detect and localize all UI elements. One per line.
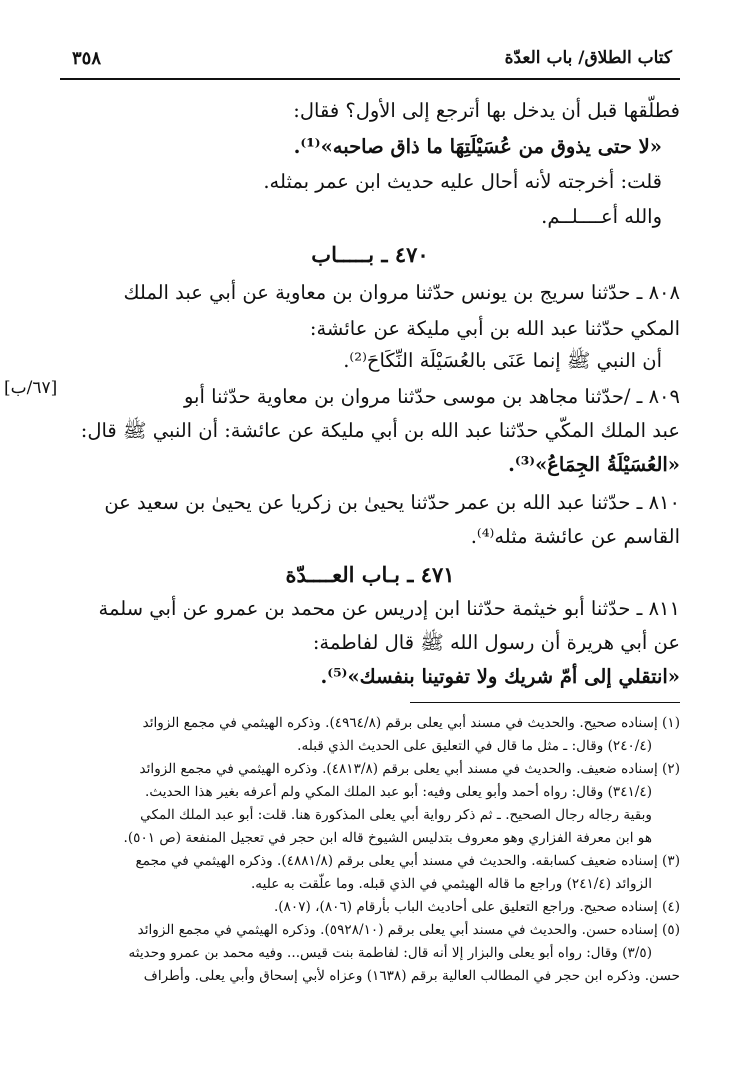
page-number: ٣٥٨	[72, 48, 102, 69]
chapter-heading-471: ٤٧١ ـ بـاب العــــدّة	[285, 562, 455, 587]
manuscript-folio-marker: [٦٧/ب]	[4, 378, 58, 398]
hadith-quote-line: «لا حتى يذوق من عُسَيْلَتِهَا ما ذاق صاحبه»⁽¹⁾.	[293, 135, 662, 158]
chapter-heading-470: ٤٧٠ ـ بـــــاب	[311, 242, 429, 267]
footnote-2: (٢) إسناده ضعيف. والحديث في مسند أبي يعلى برقم (٤٨١٣/٨). وذكره الهيثمي في مجمع الزوائد	[139, 761, 680, 777]
footnote-2-cont: (٣٤١/٤) وقال: رواه أحمد وأبو يعلى وفيه: أبو عبد الملك المكي ولم أعرفه بغير هذا الحديث.	[145, 784, 652, 800]
hadith-808-line: ٨٠٨ ـ حدّثنا سريج بن يونس حدّثنا مروان بن معاوية عن أبي عبد الملك	[123, 281, 680, 304]
hadith-quote-line: «انتقلي إلى أمّ شريك ولا تفوتينا بنفسك»⁽⁵⁾.	[320, 665, 680, 688]
footnote-2-cont: هو ابن معرفة الفزاري وهو معروف بتدليس الشيوخ قاله ابن حجر في تعجيل المنفعة (ص ٥٠١).	[123, 830, 652, 846]
text-line: والله أعــــلــم.	[541, 205, 662, 228]
footnote-5-cont: (٣/٥) وقال: رواه أبو يعلى والبزار إلا أنه قال: لفاطمة بنت قيس... وفيه محمد بن عمرو وحديثه	[128, 945, 652, 961]
footnote-1-cont: (٢٤٠/٤) وقال: ـ مثل ما قال في التعليق على الحديث الذي قبله.	[297, 738, 652, 754]
text-line: القاسم عن عائشة مثله⁽⁴⁾.	[470, 525, 680, 548]
running-header	[60, 46, 680, 72]
text-line: المكي حدّثنا عبد الله بن أبي مليكة عن عائشة:	[309, 317, 680, 340]
footnote-separator	[410, 702, 680, 703]
hadith-810-line: ٨١٠ ـ حدّثنا عبد الله بن عمر حدّثنا يحيىٰ بن زكريا عن يحيىٰ بن سعيد عن	[104, 491, 680, 514]
hadith-811-line: ٨١١ ـ حدّثنا أبو خيثمة حدّثنا ابن إدريس عن محمد بن عمرو عن أبي سلمة	[98, 597, 680, 620]
footnote-4: (٤) إسناده صحيح. وراجع التعليق على أحاديث الباب بأرقام (٨٠٦)، (٨٠٧).	[273, 899, 680, 915]
hadith-quote-line: «العُسَيْلَةُ الجِمَاعُ»⁽³⁾.	[508, 453, 680, 476]
footnote-2-cont: وبقية رجاله رجال الصحيح. ـ ثم ذكر رواية أبي يعلى المذكورة هنا. قلت: أبو عبد الملك المكي	[140, 807, 652, 823]
hadith-809-line: ٨٠٩ ـ /حدّثنا مجاهد بن موسى حدّثنا مروان بن معاوية حدّثنا أبو	[183, 385, 680, 408]
footnote-3-cont: الزوائد (٢٤١/٤) وراجع ما قاله الهيثمي في الذي قبله. وما علّقت به عليه.	[250, 876, 652, 892]
text-line: عبد الملك المكّي حدّثنا عبد الله بن أبي مليكة عن عائشة: أن النبي ﷺ قال:	[80, 419, 680, 442]
footnote-5: (٥) إسناده حسن. والحديث في مسند أبي يعلى برقم (٥٩٢٨/١٠). وذكره الهيثمي في مجمع الزوائد	[137, 922, 680, 938]
text-line: أن النبي ﷺ إنما عَنَى بالعُسَيْلَة النِّكَاحَ⁽²⁾.	[343, 349, 662, 372]
text-line: فطلّقها قبل أن يدخل بها أترجع إلى الأول؟ فقال:	[293, 99, 680, 122]
footnote-1: (١) إسناده صحيح. والحديث في مسند أبي يعلى برقم (٤٩٦٤/٨). وذكره الهيثمي في مجمع الزوائد	[142, 715, 680, 731]
chapter-running-title: كتاب الطلاق/ باب العدّة	[504, 48, 672, 68]
text-line: عن أبي هريرة أن رسول الله ﷺ قال لفاطمة:	[312, 631, 680, 654]
header-rule	[60, 78, 680, 80]
footnote-3: (٣) إسناده ضعيف كسابقه. والحديث في مسند أبي يعلى برقم (٤٨٨١/٨). وذكره الهيثمي في مجمع	[135, 853, 680, 869]
footnote-5-cont: حسن. وذكره ابن حجر في المطالب العالية برقم (١٦٣٨) وعزاه لأبي إسحاق وأبي يعلى. وأطراف	[143, 968, 680, 984]
text-line: قلت: أخرجته لأنه أحال عليه حديث ابن عمر بمثله.	[263, 170, 662, 193]
